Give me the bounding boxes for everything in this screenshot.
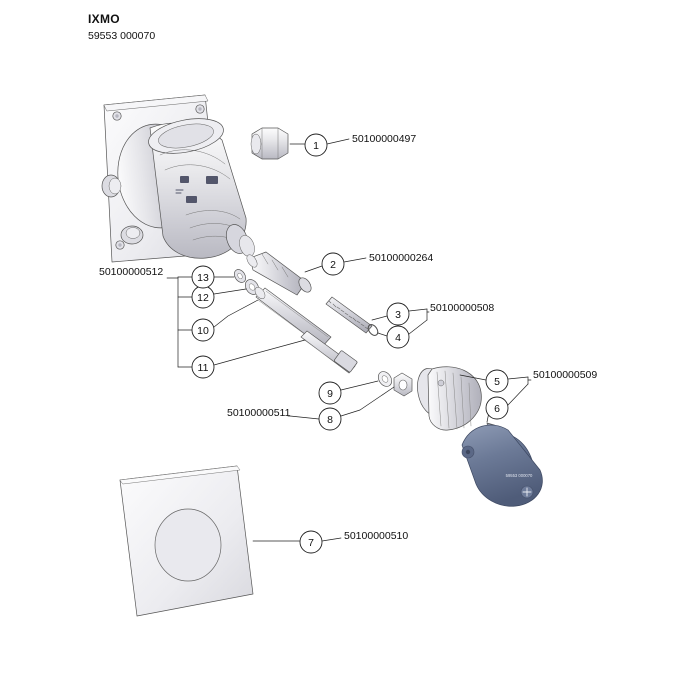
balloon-9[interactable] bbox=[319, 382, 341, 404]
balloon-6[interactable] bbox=[486, 397, 508, 419]
handle-knob bbox=[462, 423, 545, 512]
svg-text:11: 11 bbox=[197, 362, 209, 374]
balloon-11[interactable] bbox=[192, 356, 214, 378]
svg-text:7: 7 bbox=[308, 537, 314, 549]
part-1-cap bbox=[251, 128, 288, 159]
part-3-threaded-bushing bbox=[326, 297, 372, 333]
svg-text:2: 2 bbox=[330, 259, 336, 271]
product-code: 59553 000070 bbox=[88, 30, 156, 42]
balloon-1[interactable] bbox=[305, 134, 327, 156]
svg-text:9: 9 bbox=[327, 388, 333, 400]
part-13-washer bbox=[232, 267, 248, 284]
part-number-50100000511: 50100000511 bbox=[227, 407, 291, 419]
part-number-50100000508: 50100000508 bbox=[430, 302, 495, 314]
balloon-12[interactable] bbox=[192, 286, 214, 308]
part-number-50100000509: 50100000509 bbox=[533, 369, 598, 381]
knob-part-badge: 59553 000070 bbox=[505, 473, 533, 478]
balloon-2[interactable] bbox=[322, 253, 344, 275]
svg-text:4: 4 bbox=[395, 332, 401, 344]
svg-text:8: 8 bbox=[327, 414, 333, 426]
svg-text:6: 6 bbox=[494, 403, 500, 415]
balloon-13[interactable] bbox=[192, 266, 214, 288]
svg-text:5: 5 bbox=[494, 376, 500, 388]
balloon-3[interactable] bbox=[387, 303, 409, 325]
part-10-sleeve bbox=[253, 285, 331, 347]
svg-text:13: 13 bbox=[197, 272, 209, 284]
svg-text:3: 3 bbox=[395, 309, 401, 321]
part-number-50100000512: 50100000512 bbox=[99, 266, 164, 278]
part-9-ring bbox=[376, 369, 395, 389]
svg-text:12: 12 bbox=[197, 292, 209, 304]
svg-text:1: 1 bbox=[313, 140, 319, 152]
balloon-8[interactable] bbox=[319, 408, 341, 430]
balloon-5[interactable] bbox=[486, 370, 508, 392]
part-8-spacer bbox=[394, 373, 412, 396]
part-number-50100000510: 50100000510 bbox=[344, 530, 409, 542]
part-7-cover-plate bbox=[120, 466, 253, 616]
part-number-50100000497: 50100000497 bbox=[352, 133, 417, 145]
balloon-4[interactable] bbox=[387, 326, 409, 348]
part-number-50100000264: 50100000264 bbox=[369, 252, 434, 264]
part-5-escutcheon-sleeve bbox=[413, 366, 481, 430]
balloon-10[interactable] bbox=[192, 319, 214, 341]
page-title: IXMO bbox=[88, 12, 120, 26]
svg-text:10: 10 bbox=[197, 325, 209, 337]
balloon-7[interactable] bbox=[300, 531, 322, 553]
